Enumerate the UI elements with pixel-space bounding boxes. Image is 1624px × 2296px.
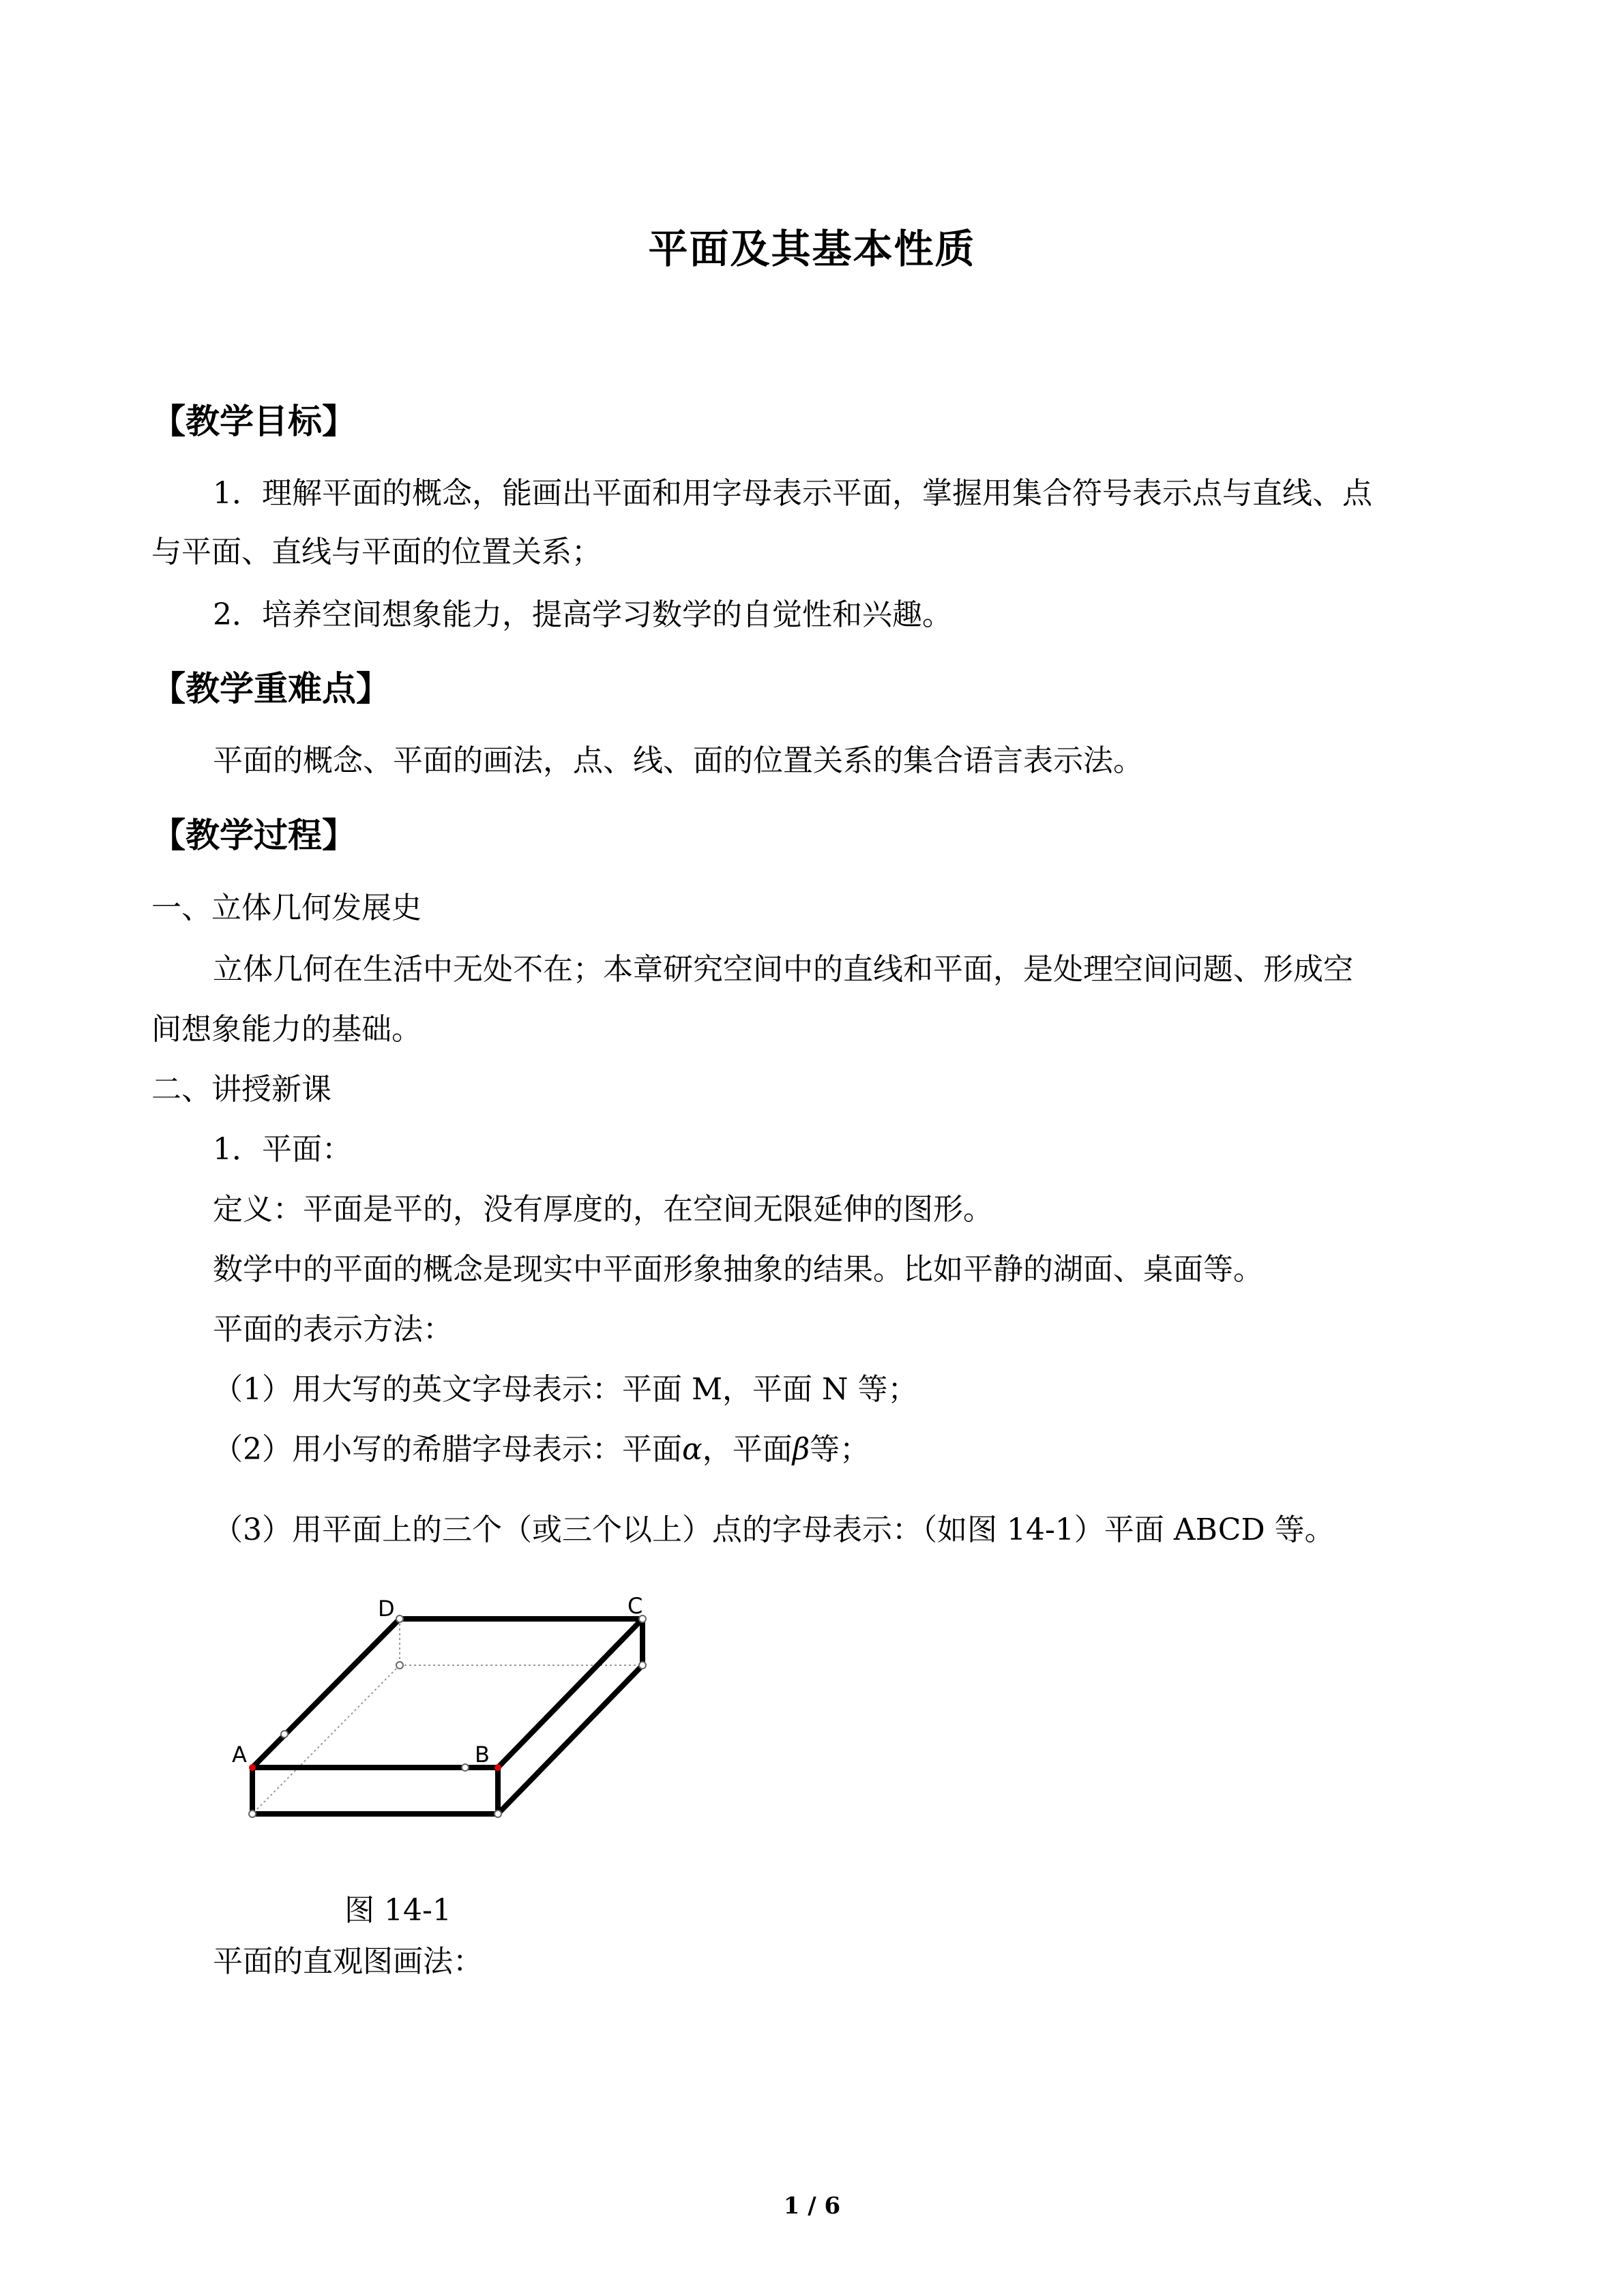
edge-ab-point-dot [462,1764,469,1771]
plane-definition: 定义：平面是平的，没有厚度的，在空间无限延伸的图形。 [213,1192,993,1227]
part-1-title: 一、立体几何发展史 [151,891,422,925]
goal-1-line-2: 与平面、直线与平面的位置关系； [151,535,602,569]
edge-da-point-dot [281,1731,288,1738]
vertex-d-dot [396,1615,403,1622]
method-2-suffix: 等； [810,1432,870,1467]
vertex-b-lower-dot [494,1810,501,1817]
vertex-b-red-dot [494,1764,501,1771]
page-number: 1 / 6 [783,2192,841,2220]
methods-title: 平面的表示方法： [213,1312,453,1347]
edge-da [252,1619,400,1768]
method-2 [213,1432,870,1467]
edge-bottom-right [498,1665,643,1814]
plane-abstract: 数学中的平面的概念是现实中平面形象抽象的结果。比如平静的湖面、桌面等。 [213,1252,1263,1287]
beta-symbol: β [792,1432,810,1467]
section-heading-goals: 【教学目标】 [151,402,356,441]
vertex-a-red-dot [249,1764,256,1771]
figure-caption: 图 14-1 [344,1893,452,1928]
method-1: （1）用大写的英文字母表示：平面 M，平面 N 等； [213,1372,918,1407]
label-d: D [378,1596,395,1622]
method-3: （3）用平面上的三个（或三个以上）点的字母表示：（如图 14-1）平面 ABCD 等。 [213,1512,1335,1547]
part-1-line-2: 间想象能力的基础。 [151,1012,422,1047]
edge-cb [498,1619,643,1768]
page-title: 平面及其基本性质 [648,226,976,272]
vertex-a-lower-dot [249,1810,256,1817]
goal-1-line-1: 1．理解平面的概念，能画出平面和用字母表示平面，掌握用集合符号表示点与直线、点 [213,476,1372,511]
hidden-edge-left-diagonal [252,1665,400,1814]
method-2-prefix: （2）用小写的希腊字母表示：平面 [213,1432,682,1467]
vertex-back-dot [396,1662,403,1669]
alpha-symbol: α [682,1432,703,1467]
section-heading-process: 【教学过程】 [151,816,356,855]
part-1-line-1: 立体几何在生活中无处不在；本章研究空间中的直线和平面，是处理空间问题、形成空 [213,952,1353,987]
drawing-method-title: 平面的直观图画法： [213,1944,483,1979]
figure-14-1-box-diagram [225,1589,689,1834]
method-2-middle: ，平面 [702,1432,793,1467]
item-1-plane: 1．平面： [213,1132,352,1167]
goal-2: 2．培养空间想象能力，提高学习数学的自觉性和兴趣。 [213,597,952,632]
part-2-title: 二、讲授新课 [151,1072,331,1107]
vertex-c-lower-dot [639,1662,646,1669]
label-a: A [232,1742,247,1768]
section-heading-keypoints: 【教学重难点】 [151,669,390,709]
label-b: B [475,1742,490,1768]
label-c: C [628,1593,643,1619]
keypoints-text: 平面的概念、平面的画法，点、线、面的位置关系的集合语言表示法。 [213,743,1143,778]
